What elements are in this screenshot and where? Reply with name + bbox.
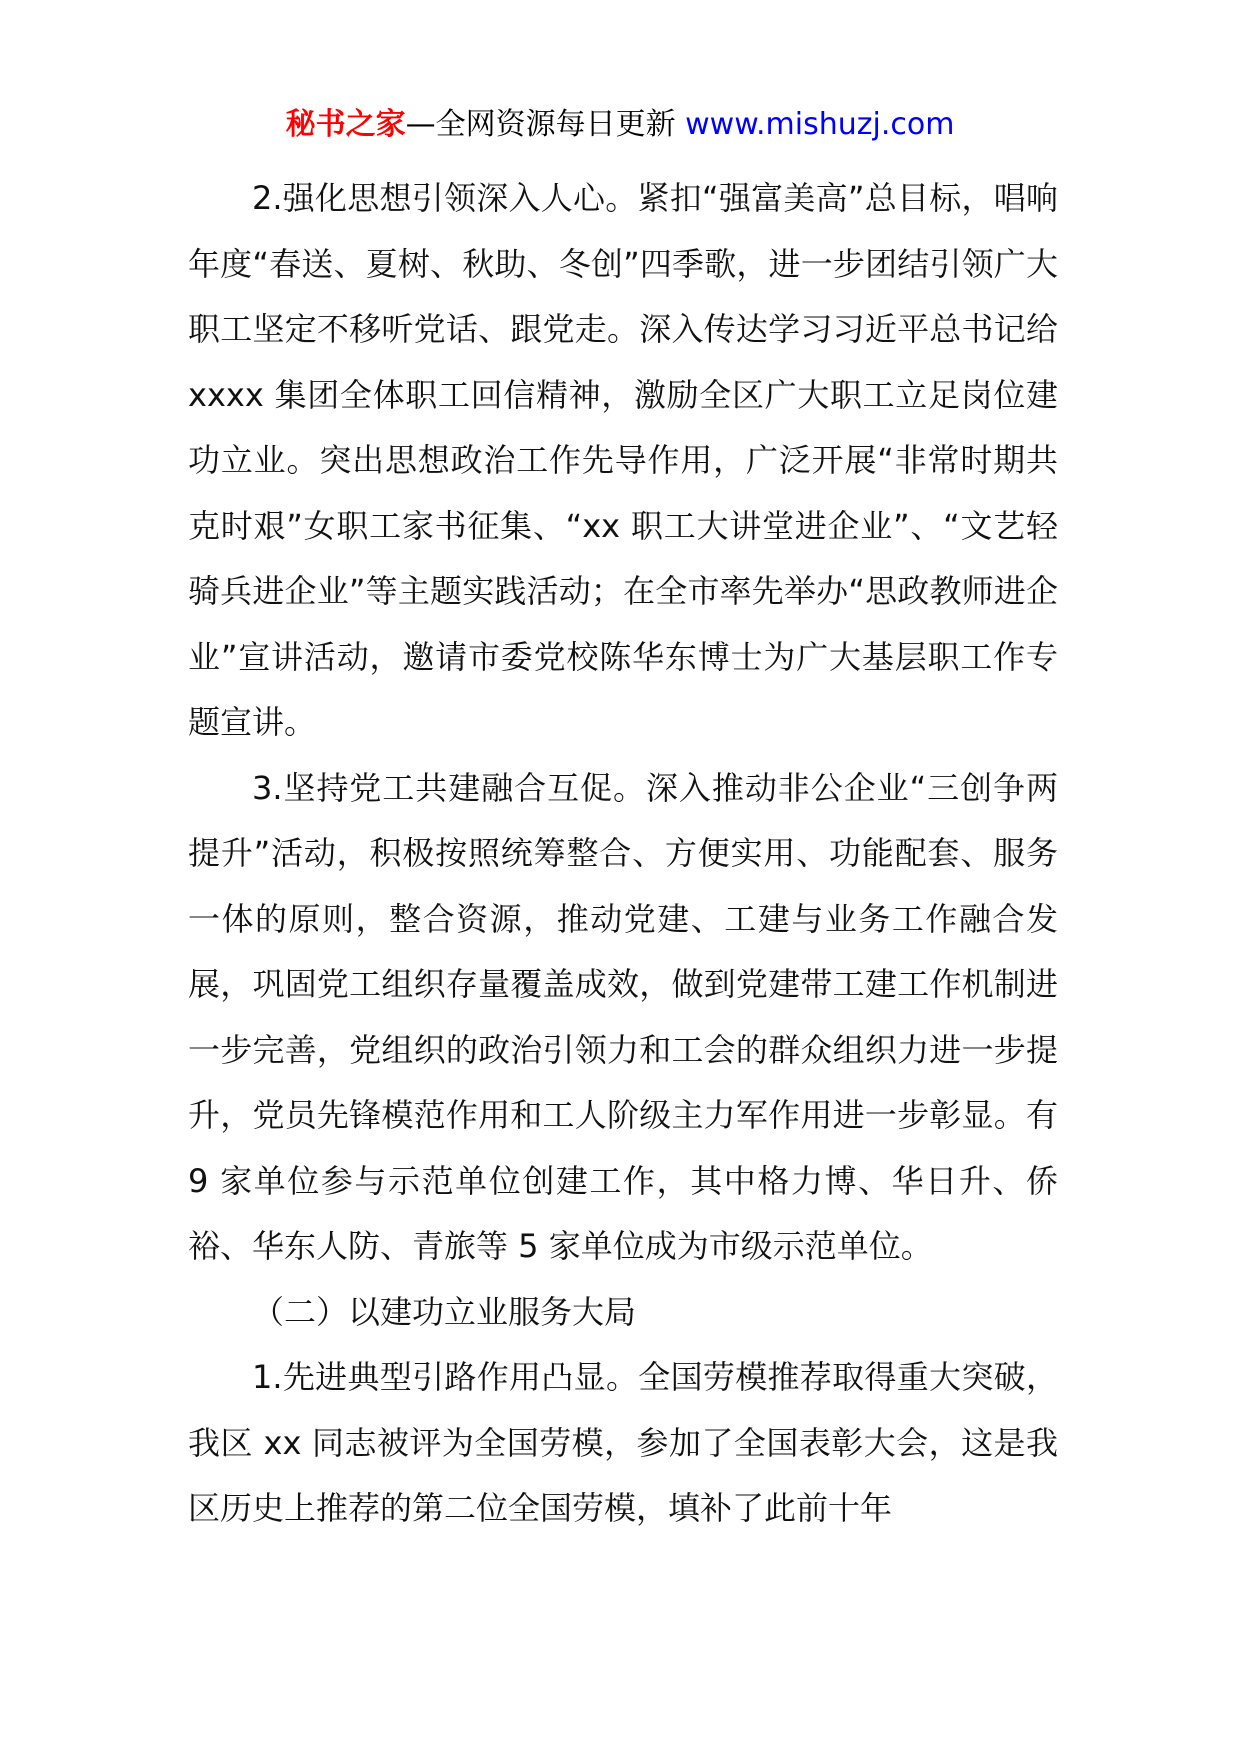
document-body xyxy=(188,166,1058,1542)
brand-name: 秘书之家 xyxy=(285,107,406,142)
site-url[interactable]: www.mishuzj.com xyxy=(685,107,955,142)
paragraph-advanced-models: 1.先进典型引路作用凸显。全国劳模推荐取得重大突破，我区 xx 同志被评为全国劳模，参加了全国表彰大会，这是我区历史上推荐的第二位全国劳模，填补了此前十年 xyxy=(188,1358,1058,1527)
header-tagline: —全网资源每日更新 xyxy=(405,107,686,142)
site-header xyxy=(0,103,1240,147)
paragraph-ideological-guidance: 2.强化思想引领深入人心。紧扣“强富美高”总目标，唱响年度“春送、夏树、秋助、冬创”四季歌，进一步团结引领广大职工坚定不移听党话、跟党走。深入传达学习习近平总书记给 xxxx 集团全体职工回信精神，激励全区广大职工立足岗位建功立业。突出思想政治工作先导作用，广泛开展“非常时期共克时艰”女职工家书征集、“xx 职工大讲堂进企业”、“文艺轻骑兵进企业”等主题实践活动；在全市率先举办“思政教师进企业”宣讲活动，邀请市委党校陈华东博士为广大基层职工作专题宣讲。 xyxy=(188,179,1058,741)
paragraph-party-union-building: 3.坚持党工共建融合互促。深入推动非公企业“三创争两提升”活动，积极按照统筹整合、方便实用、功能配套、服务一体的原则，整合资源，推动党建、工建与业务工作融合发展，巩固党工组织存量覆盖成效，做到党建带工建工作机制进一步完善，党组织的政治引领力和工会的群众组织力进一步提升，党员先锋模范作用和工人阶级主力军作用进一步彰显。有 9 家单位参与示范单位创建工作，其中格力博、华日升、侨裕、华东人防、青旅等 5 家单位成为市级示范单位。 xyxy=(188,768,1058,1265)
section-heading: （二）以建功立业服务大局 xyxy=(252,1292,637,1331)
